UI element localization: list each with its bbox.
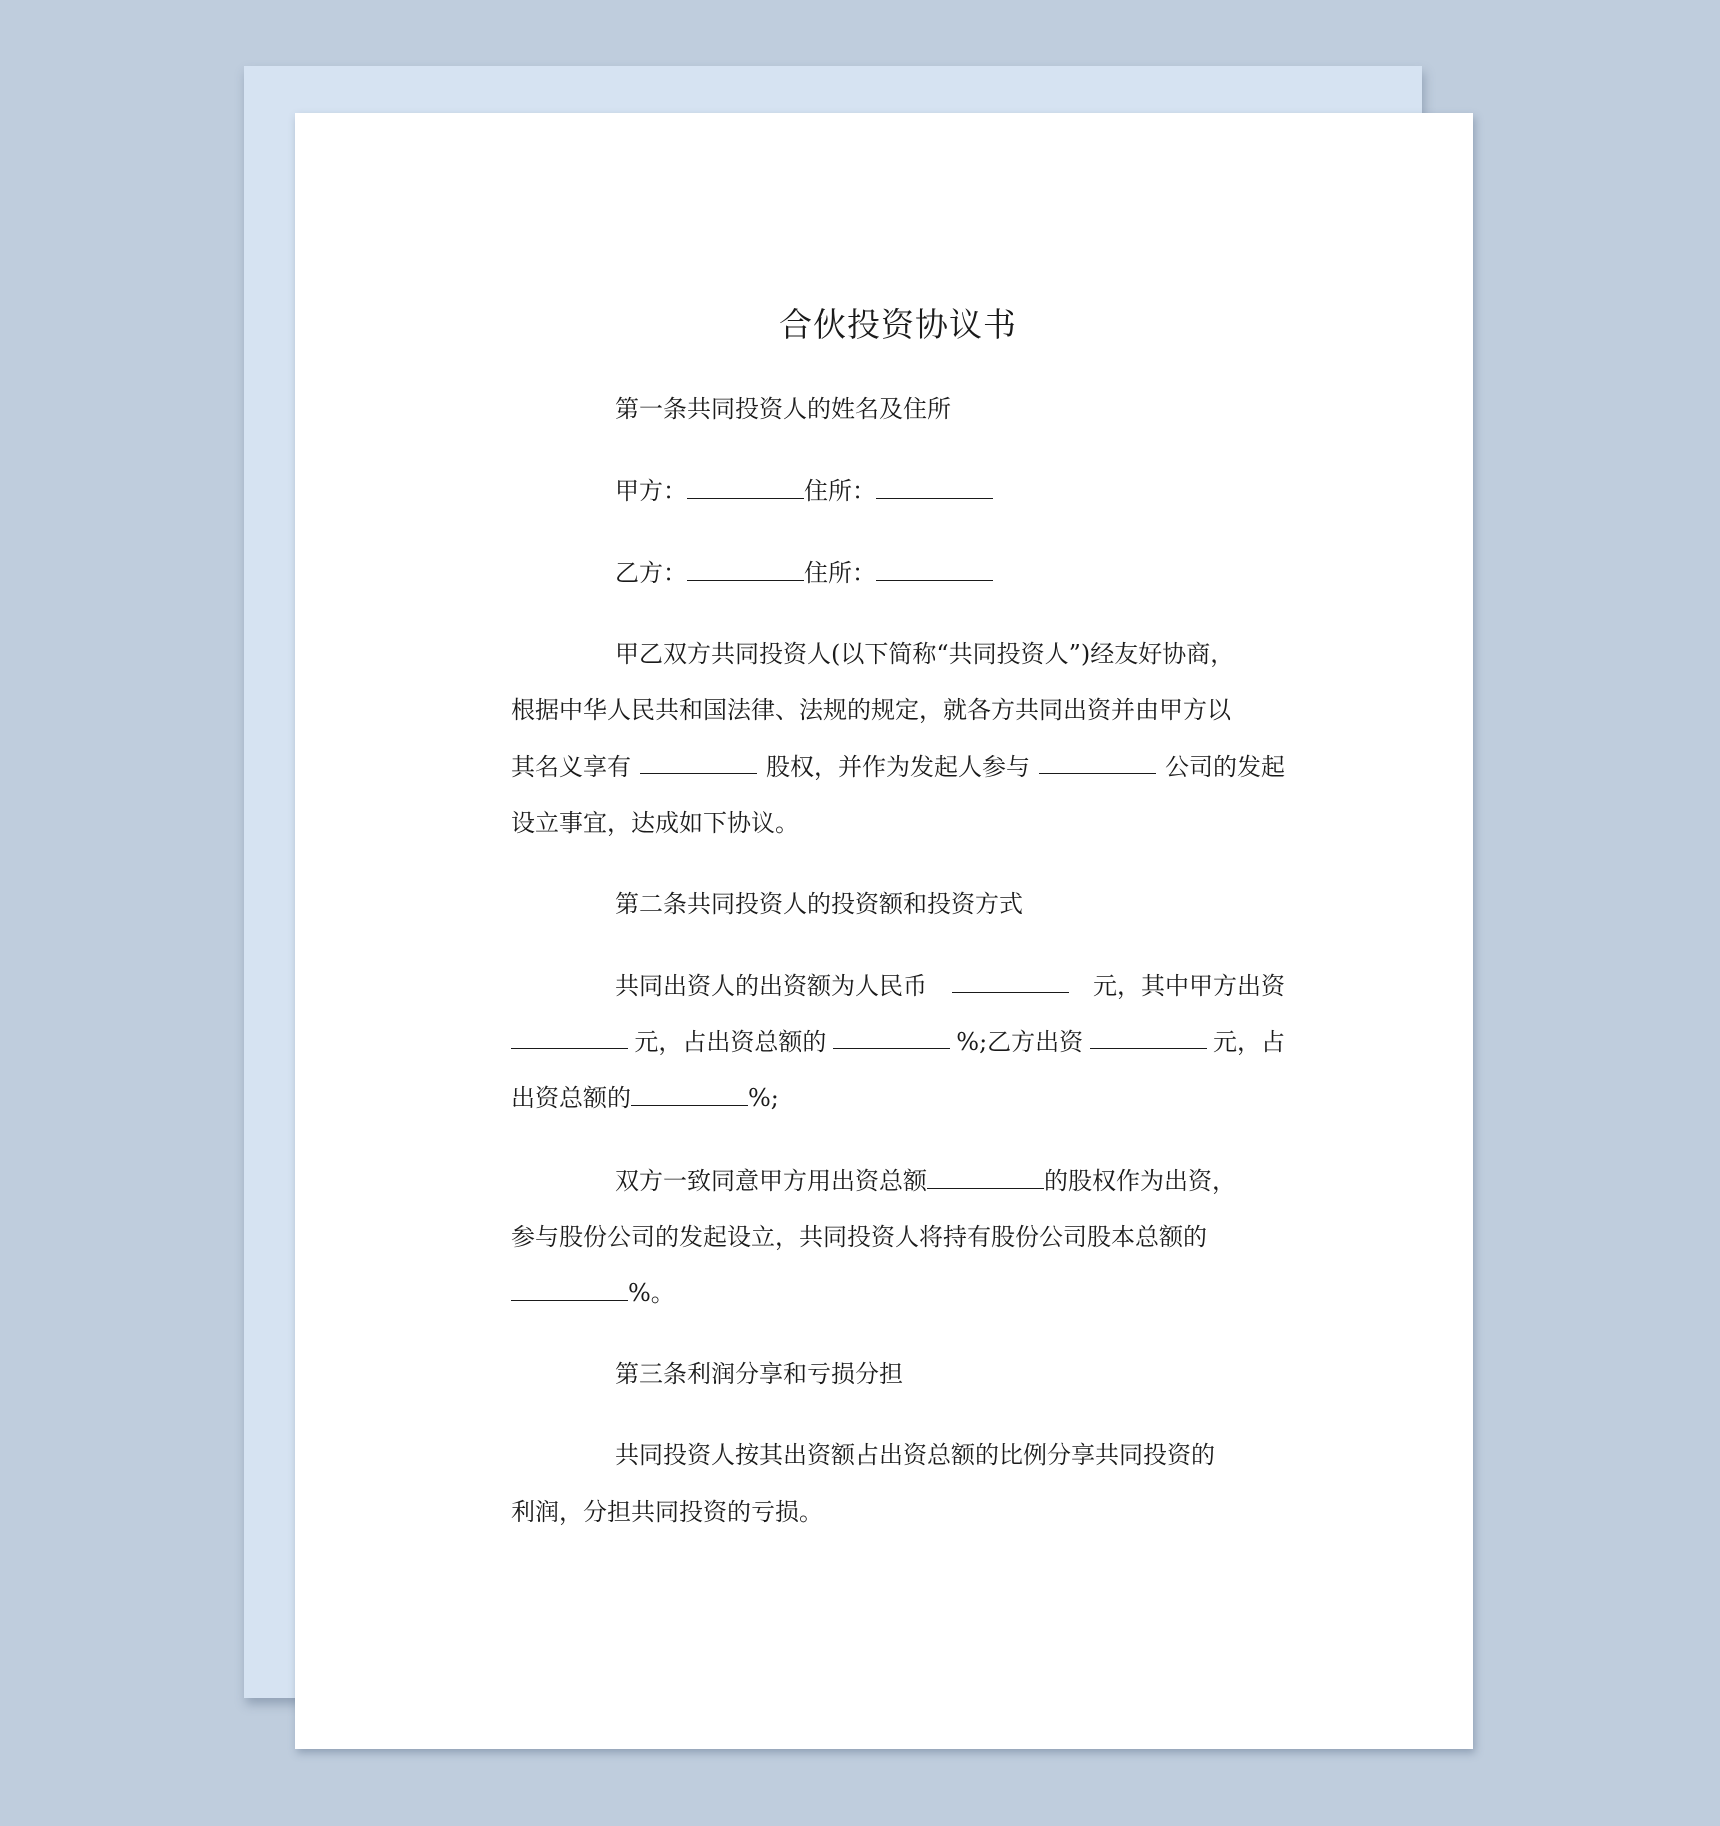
party-b-percent-blank: [631, 1083, 748, 1106]
party-b-line: [615, 557, 993, 589]
paragraph-2-line-3: [511, 1082, 779, 1114]
p2-text-d: %;乙方出资: [956, 1028, 1084, 1056]
paragraph-1-line-1: 甲乙双方共同投资人(以下简称“共同投资人”)经友好协商，: [615, 640, 1235, 668]
party-b-label: 乙方：: [615, 559, 687, 587]
company-name-blank: [1039, 751, 1156, 774]
document-page: [295, 113, 1473, 1749]
document-title: 合伙投资协议书: [779, 305, 1017, 344]
paragraph-1-line-3: [511, 751, 1285, 783]
share-percent-blank: [511, 1278, 628, 1301]
party-b-address-blank: [876, 558, 993, 581]
total-amount-blank: [952, 970, 1069, 993]
party-a-percent-blank: [833, 1026, 950, 1049]
paragraph-2-line-2: [511, 1026, 1285, 1058]
p2-text-g: %;: [748, 1084, 779, 1112]
p1-text-c: 公司的发起: [1165, 753, 1285, 781]
p3-text-b: 的股权作为出资，: [1044, 1167, 1236, 1195]
paragraph-3-line-2: 参与股份公司的发起设立，共同投资人将持有股份公司股本总额的: [511, 1223, 1207, 1251]
article-1-heading: 第一条共同投资人的姓名及住所: [615, 395, 951, 423]
article-3-heading: 第三条利润分享和亏损分担: [615, 1360, 903, 1388]
p2-text-c: 元，占出资总额的: [634, 1028, 827, 1056]
party-a-name-blank: [687, 476, 804, 499]
party-a-address-blank: [876, 476, 993, 499]
p1-text-a: 其名义享有: [511, 753, 631, 781]
party-b-name-blank: [687, 558, 804, 581]
paragraph-3-line-1: [615, 1165, 1236, 1197]
p2-text-e: 元，占: [1213, 1028, 1285, 1056]
p2-text-b: 元，其中甲方出资: [1093, 972, 1285, 1000]
paragraph-1-line-2: 根据中华人民共和国法律、法规的规定，就各方共同出资并由甲方以: [511, 696, 1231, 724]
paragraph-4-line-2: 利润，分担共同投资的亏损。: [511, 1498, 823, 1526]
p2-text-f: 出资总额的: [511, 1084, 631, 1112]
paragraph-3-line-3: [511, 1277, 675, 1309]
p3-text-a: 双方一致同意甲方用出资总额: [615, 1167, 927, 1195]
equity-blank: [640, 751, 757, 774]
party-b-address-label: 住所：: [804, 559, 876, 587]
article-2-heading: 第二条共同投资人的投资额和投资方式: [615, 890, 1023, 918]
paragraph-2-line-1: [615, 970, 1285, 1002]
paragraph-1-line-4: 设立事宜，达成如下协议。: [511, 809, 799, 837]
party-a-label: 甲方：: [615, 477, 687, 505]
p1-text-b: 股权，并作为发起人参与: [766, 753, 1030, 781]
party-a-amount-blank: [511, 1026, 628, 1049]
paragraph-4-line-1: 共同投资人按其出资额占出资总额的比例分享共同投资的: [615, 1441, 1215, 1469]
party-b-amount-blank: [1090, 1026, 1207, 1049]
party-a-line: [615, 475, 993, 507]
party-a-address-label: 住所：: [804, 477, 876, 505]
equity-amount-blank: [927, 1166, 1044, 1189]
p3-text-c: %。: [628, 1279, 675, 1307]
p2-text-a: 共同出资人的出资额为人民币: [615, 972, 927, 1000]
